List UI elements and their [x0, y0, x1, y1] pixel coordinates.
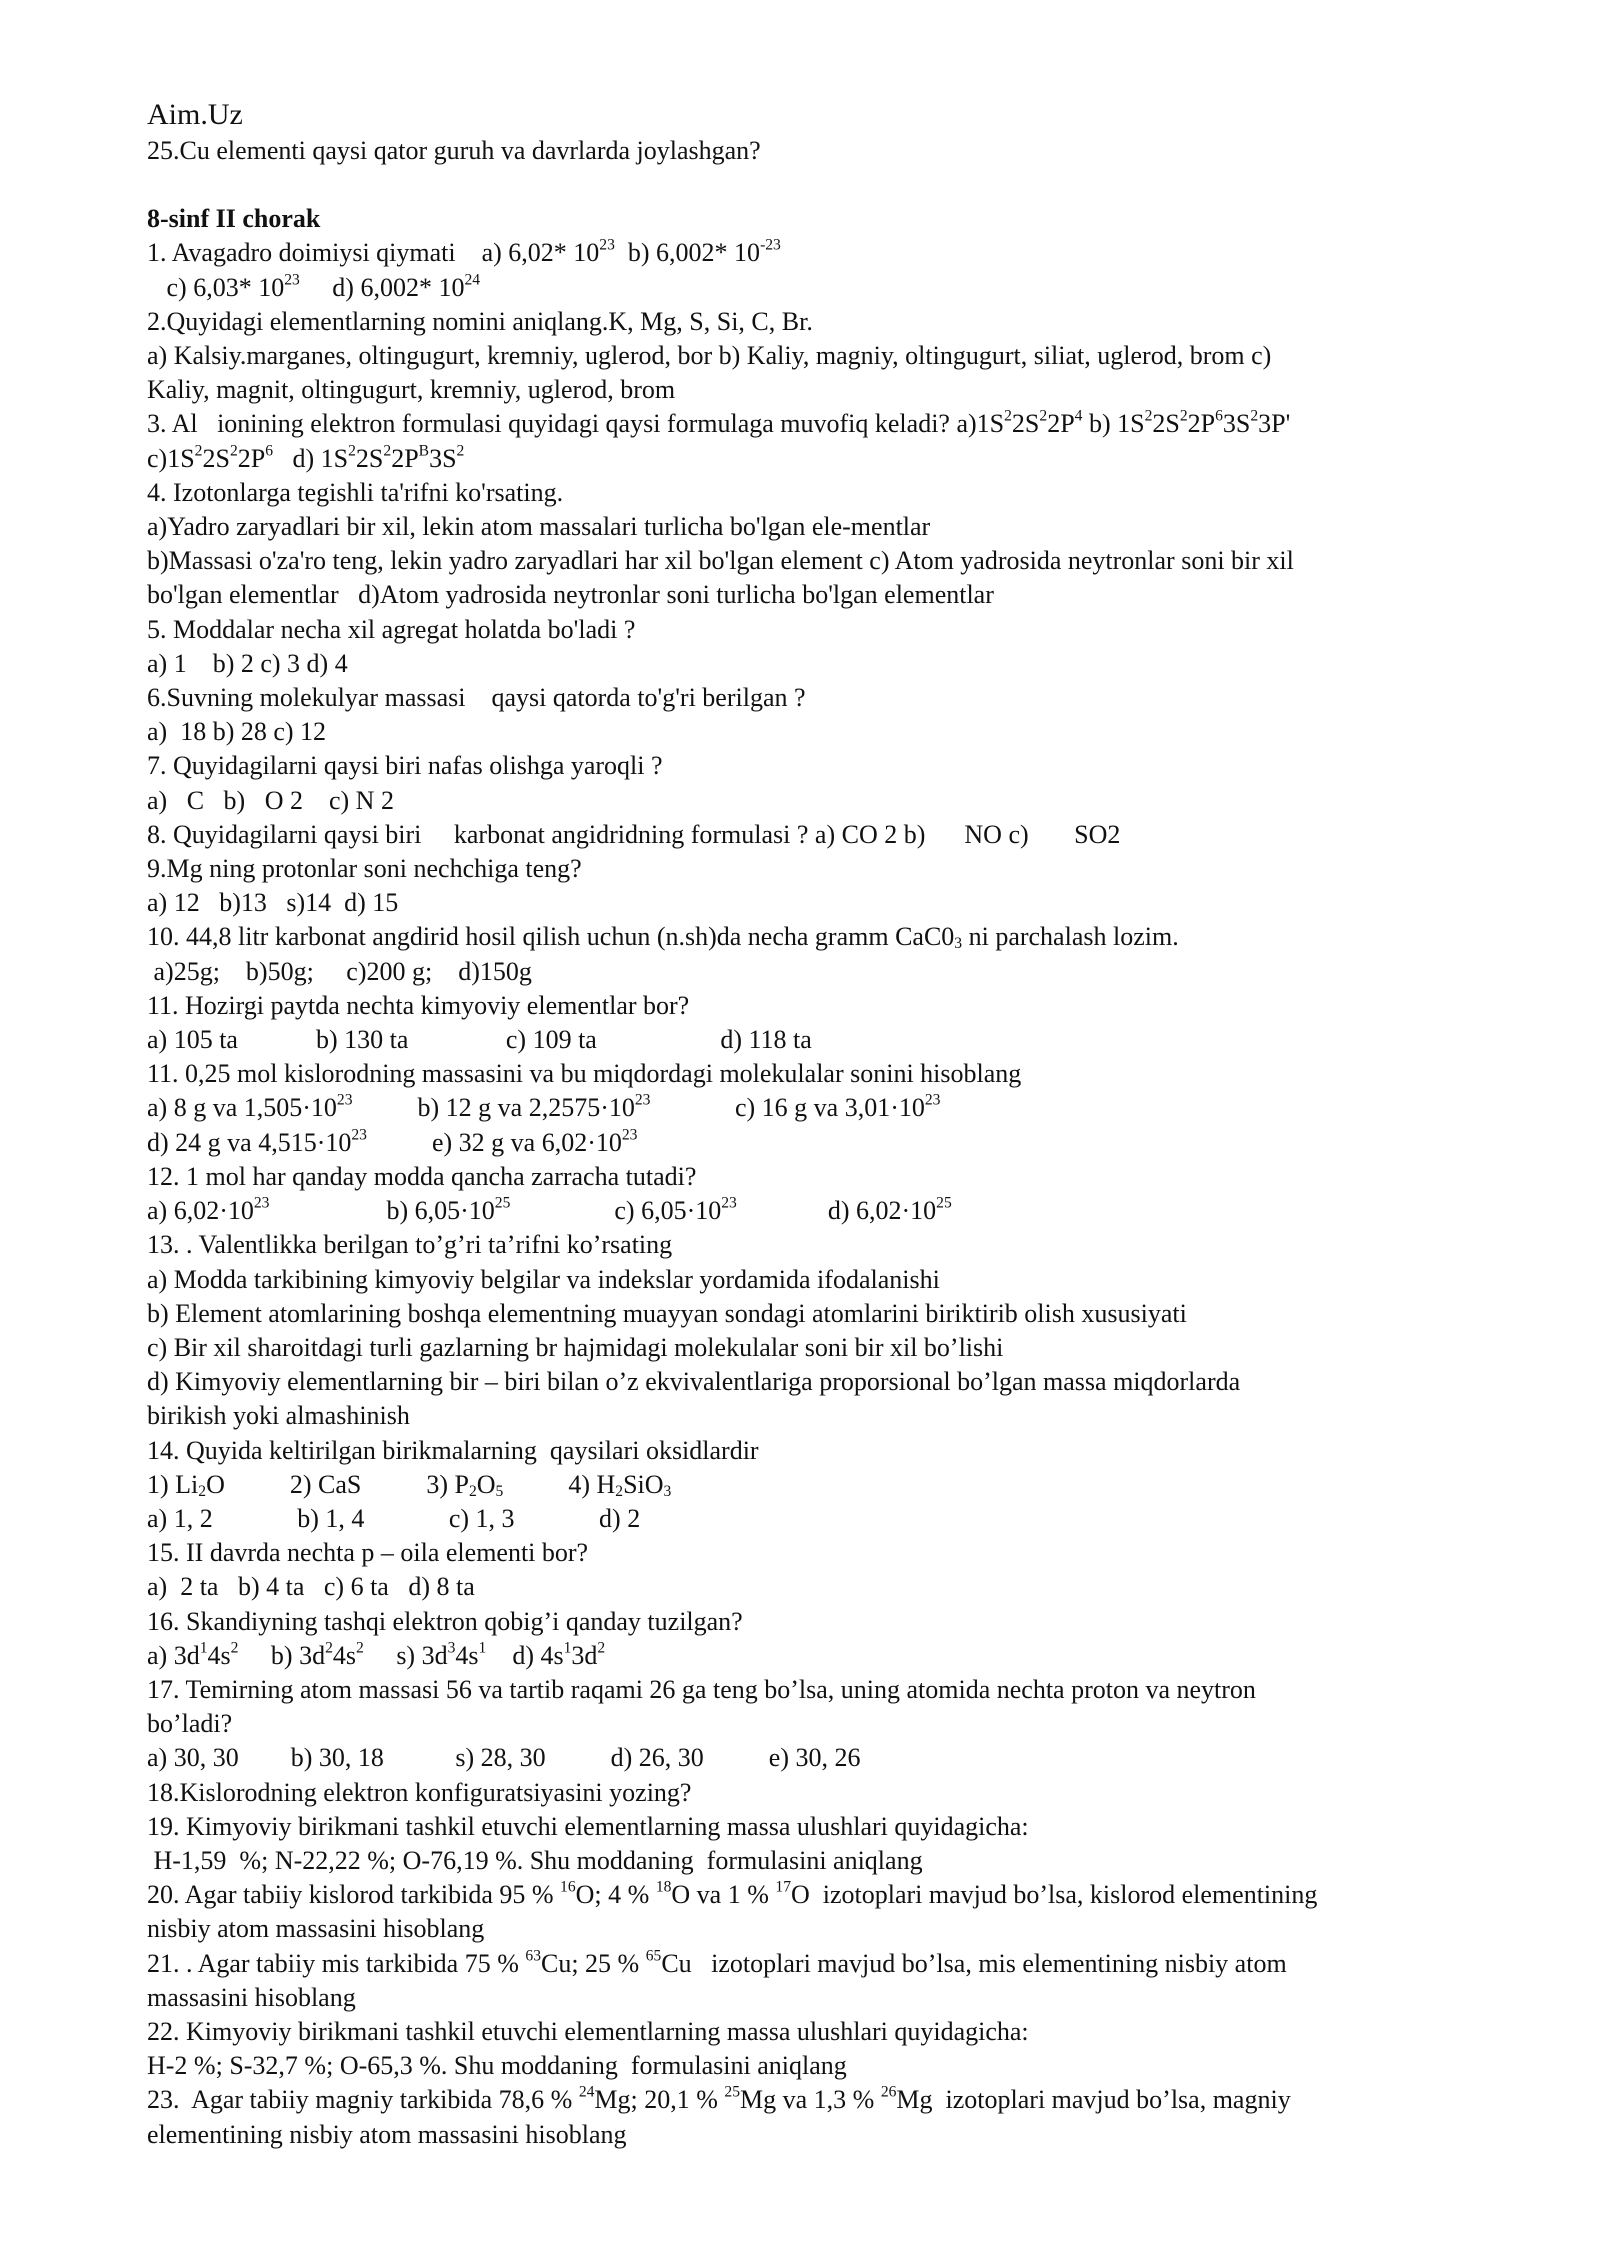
- text-line: bo’ladi?: [147, 1709, 233, 1739]
- text-line: 10. 44,8 litr karbonat angdirid hosil qilish uchun (n.sh)da necha gramm $CaC0_3$ ni parchalash lozim.: [147, 922, 1179, 953]
- text-line: 12. 1 mol har qanday modda qancha zarracha tutadi?: [147, 1161, 697, 1191]
- text-line: 13. . Valentlikka berilgan to’g’ri ta’rifni ko’rsating: [147, 1230, 673, 1260]
- text-line: c) Bir xil sharoitdagi turli gazlarning br hajmidagi molekulalar soni bir xil bo’lishi: [147, 1332, 1004, 1362]
- text-line: 5. Moddalar necha xil agregat holatda bo'ladi ?: [147, 614, 636, 644]
- text-line: H-2 %; S-32,7 %; O-65,3 %. Shu moddaning formulasini aniqlang: [147, 2051, 847, 2081]
- text-line: a)25g; b)50g; c)200 g; d)150g: [147, 956, 532, 986]
- text-line: a) 105 ta b) 130 ta c) 109 ta d) 118 ta: [147, 1025, 812, 1055]
- text-line: $c)1S^22S^22P^6$ d) $1S^22S^22P^B3S^2$: [147, 441, 465, 473]
- text-line: a) 18 b) 28 c) 12: [147, 717, 327, 747]
- text-line: 23. Agar tabiiy magniy tarkibida 78,6 % $^{24}$Mg; 20,1 % $^{25}$Mg va 1,3 % $^{26}$Mg izotoplari mavjud bo’lsa, magniy: [147, 2083, 1291, 2115]
- text-line: 8. Quyidagilarni qaysi biri karbonat angidridning formulasi ? a) CO 2 b) NO c) SO2: [147, 819, 1121, 849]
- text-line: bo'lgan elementlar d)Atom yadrosida neytronlar soni turlicha bo'lgan elementlar: [147, 580, 994, 610]
- text-line: a) Modda tarkibining kimyoviy belgilar va indekslar yordamida ifodalanishi: [147, 1264, 940, 1294]
- text-line: a) 8 g va $1,505\cdot 10^{23}$ b) 12 g va $2,2575\cdot 10^{23}$ c) 16 g va $3,01\cdot 10^{23}$: [147, 1091, 941, 1123]
- text-line: 3. Al ionining elektron formulasi quyidagi qaysi formulaga muvofiq keladi? $a)1S^22S^22P^4$ b) $1S^22S^22P^63S^23P'$: [147, 407, 1291, 439]
- text-line: a)Yadro zaryadlari bir xil, lekin atom massalari turlicha bo'lgan ele-mentlar: [147, 512, 931, 542]
- text-line: a) 2 ta b) 4 ta c) 6 ta d) 8 ta: [147, 1572, 475, 1602]
- text-line: a) $6,02\cdot 10^{23}$ b) $6,05\cdot 10^{25}$ c) $6,05\cdot 10^{23}$ d) $6,02\cdot 10^{25}$: [147, 1194, 952, 1226]
- text-line: b) Element atomlarining boshqa elementning muayyan sondagi atomlarini biriktirib olish xususiyati: [147, 1298, 1187, 1328]
- text-line: a) 30, 30 b) 30, 18 s) 28, 30 d) 26, 30 e) 30, 26: [147, 1743, 861, 1773]
- text-line: 11. Hozirgi paytda nechta kimyoviy elementlar bor?: [147, 990, 690, 1020]
- text-line: 1) $Li_2O$ 2) CaS 3) $P_2O_5$ 4) $H_2SiO_3$: [147, 1469, 672, 1500]
- section-heading: 8-sinf II chorak: [147, 204, 321, 234]
- text-line: a) 1, 2 b) 1, 4 c) 1, 3 d) 2: [147, 1503, 641, 1533]
- text-line: 4. Izotonlarga tegishli ta'rifni ko'rsating.: [147, 477, 564, 507]
- text-line: 17. Temirning atom massasi 56 va tartib raqami 26 ga teng bo’lsa, uning atomida nechta proton va neytron: [147, 1674, 1256, 1704]
- text-line: Kaliy, magnit, oltingugurt, kremniy, uglerod, brom: [147, 375, 676, 405]
- text-line: a) 12 b)13 s)14 d) 15: [147, 888, 399, 918]
- text-line: 6.Suvning molekulyar massasi qaysi qatorda to'g'ri berilgan ?: [147, 683, 806, 713]
- text-line: 25.Cu elementi qaysi qator guruh va davrlarda joylashgan?: [147, 136, 761, 165]
- text-line: 14. Quyida keltirilgan birikmalarning qaysilari oksidlardir: [147, 1435, 759, 1465]
- document-page: [147, 96, 1507, 2152]
- text-line: 7. Quyidagilarni qaysi biri nafas olishga yaroqli ?: [147, 751, 663, 781]
- text-line: d) 24 g va $4,515\cdot 10^{23}$ e) 32 g va $6,02\cdot 10^{23}$: [147, 1126, 638, 1157]
- text-line: 11. 0,25 mol kislorodning massasini va bu miqdordagi molekulalar sonini hisoblang: [147, 1059, 1022, 1089]
- text-line: 19. Kimyoviy birikmani tashkil etuvchi elementlarning massa ulushlari quyidagicha:: [147, 1811, 1029, 1841]
- text-line: 21. . Agar tabiiy mis tarkibida 75 % $^{63}$Cu; 25 % $^{65}$Cu izotoplari mavjud bo’lsa, mis elementining nisbiy atom: [147, 1946, 1287, 1978]
- text-line: 18.Kislorodning elektron konfiguratsiyasini yozing?: [147, 1777, 692, 1807]
- text-line: c) 6,03* $10^{23}$ d) 6,002* $10^{24}$: [147, 270, 481, 302]
- text-line: nisbiy atom massasini hisoblang: [147, 1914, 485, 1944]
- text-line: 22. Kimyoviy birikmani tashkil etuvchi elementlarning massa ulushlari quyidagicha:: [147, 2016, 1029, 2046]
- text-line: massasini hisoblang: [147, 1982, 356, 2012]
- text-line: d) Kimyoviy elementlarning bir – biri bilan o’z ekvivalentlariga proporsional bo’lgan massa miqdorlarda: [147, 1367, 1241, 1397]
- text-line: a) 1 b) 2 c) 3 d) 4: [147, 648, 348, 678]
- text-line: 16. Skandiyning tashqi elektron qobig’i qanday tuzilgan?: [147, 1606, 743, 1636]
- text-line: a) C b) O 2 c) N 2: [147, 785, 394, 815]
- text-line: 1. Avagadro doimiysi qiymati a) 6,02* $10^{23}$ b) 6,002* $10^{-23}$: [147, 236, 781, 268]
- text-line: elementining nisbiy atom massasini hisoblang: [147, 2119, 627, 2149]
- text-line: b)Massasi o'za'ro teng, lekin yadro zaryadlari har xil bo'lgan element c) Atom yadrosida neytronlar soni bir xil: [147, 546, 1294, 576]
- blank-line: [147, 168, 1507, 202]
- text-line: 15. II davrda nechta p – oila elementi bor?: [147, 1538, 589, 1568]
- site-name: Aim.Uz: [147, 98, 243, 131]
- text-line: 9.Mg ning protonlar soni nechchiga teng?: [147, 854, 582, 884]
- text-line: 20. Agar tabiiy kislorod tarkibida 95 % $^{16}$O; 4 % $^{18}$O va 1 % $^{17}$O izotoplari mavjud bo’lsa, kislorod elementining: [147, 1878, 1318, 1910]
- text-line: a) $3d^14s^2$ b) $3d^24s^2$ s) $3d^34s^1$ d) $4s^13d^2$: [147, 1639, 606, 1670]
- text-line: H-1,59 %; N-22,22 %; O-76,19 %. Shu moddaning formulasini aniqlang: [147, 1845, 923, 1875]
- text-line: birikish yoki almashinish: [147, 1401, 410, 1431]
- text-line: a) Kalsiy.marganes, oltingugurt, kremniy, uglerod, bor b) Kaliy, magniy, oltingugurt, siliat, uglerod, brom c): [147, 341, 1272, 371]
- text-line: 2.Quyidagi elementlarning nomini aniqlang.K, Mg, S, Si, C, Br.: [147, 306, 813, 336]
